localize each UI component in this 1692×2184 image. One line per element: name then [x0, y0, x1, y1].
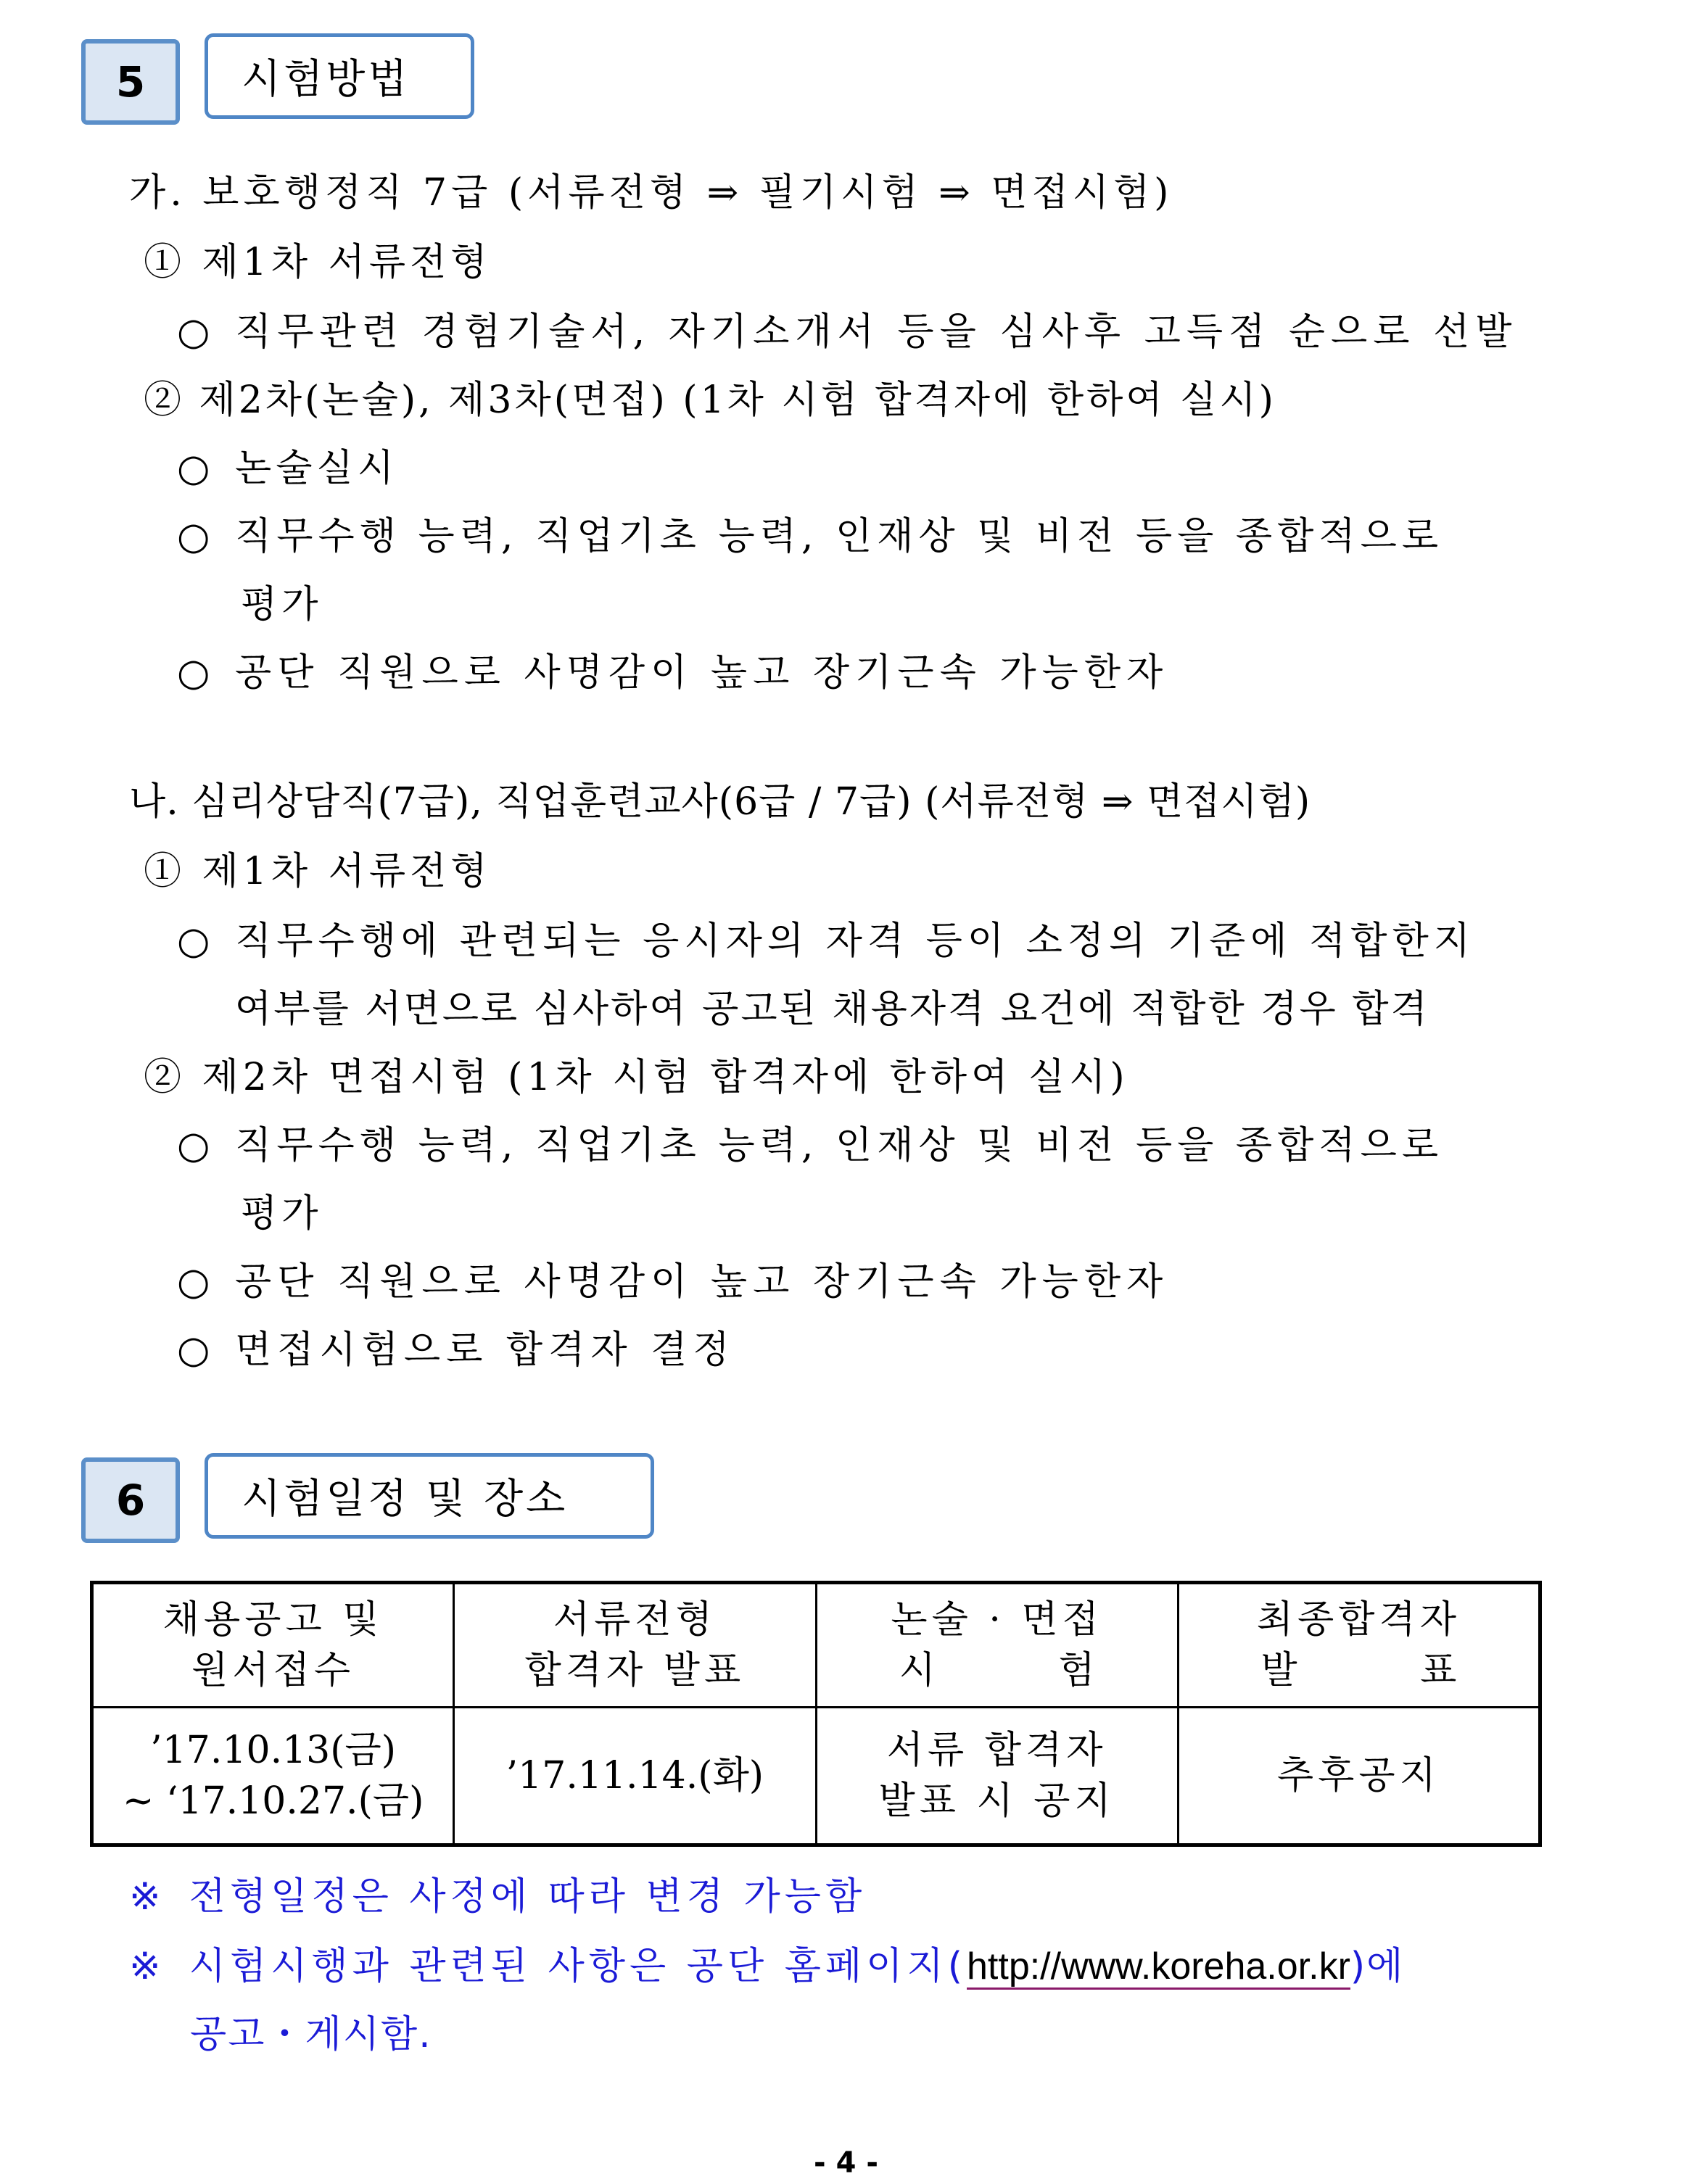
table-cell — [1178, 1708, 1540, 1845]
table-header-cell — [816, 1583, 1178, 1708]
table-header-row — [92, 1583, 1540, 1708]
cell-line: ’17.11.14.(화) — [505, 1754, 764, 1798]
part-b-step2-bullet1-cont: 평가 — [241, 1192, 323, 1236]
bullet-text: 직무수행에 관련되는 응시자의 자격 등이 소정의 기준에 적합한지 — [235, 919, 1475, 963]
bullet-text: 논술실시 — [235, 447, 398, 490]
header-line: 합격자 발표 — [524, 1649, 746, 1692]
reference-mark-icon: ※ — [129, 1875, 162, 1919]
header-line: 서류전형 — [553, 1598, 717, 1642]
part-b-step1: ① 제1차 서류전형 — [144, 850, 492, 893]
section-title-5 — [205, 33, 474, 119]
section-number-6 — [81, 1457, 180, 1543]
header-line: 논술 · 면접 — [891, 1598, 1103, 1642]
bullet-text: 공단 직원으로 사명감이 높고 장기근속 가능한자 — [235, 1260, 1169, 1304]
part-a-step1-bullet1 — [177, 310, 1518, 354]
table-header-cell — [454, 1583, 816, 1708]
cell-line: ’17.10.13(금) — [150, 1729, 397, 1772]
cell-line: ~ ‘17.10.27.(금) — [122, 1779, 424, 1823]
cell-line: 서류 합격자 — [886, 1729, 1107, 1772]
section-title-text: 시험방법 — [242, 56, 410, 103]
section-title-6 — [205, 1453, 654, 1539]
part-b-heading: 나. 심리상담직(7급), 직업훈련교사(6급 / 7급) (서류전형 ⇒ 면접시험) — [129, 780, 1311, 824]
header-char: 표 — [1420, 1649, 1457, 1692]
homepage-link[interactable]: http://www.koreha.or.kr — [967, 1945, 1350, 1990]
bullet-icon: ○ — [177, 919, 215, 963]
table-cell — [454, 1708, 816, 1845]
part-b-step1-bullet1 — [177, 919, 1475, 963]
bullet-icon: ○ — [177, 1124, 215, 1167]
bullet-text: 직무수행 능력, 직업기초 능력, 인재상 및 비전 등을 종합적으로 — [235, 515, 1444, 558]
table-header-cell — [92, 1583, 454, 1708]
header-char: 험 — [1058, 1649, 1095, 1692]
cell-line: 추후공지 — [1276, 1754, 1440, 1798]
header-line: 채용공고 및 — [162, 1598, 384, 1642]
bullet-text: 직무수행 능력, 직업기초 능력, 인재상 및 비전 등을 종합적으로 — [235, 1124, 1444, 1167]
section-number-text: 6 — [115, 1476, 146, 1525]
section-number-text: 5 — [115, 57, 146, 107]
bullet-text: 면접시험으로 합격자 결정 — [235, 1328, 735, 1372]
table-cell — [816, 1708, 1178, 1845]
bullet-icon: ○ — [177, 447, 215, 490]
bullet-icon: ○ — [177, 515, 215, 558]
part-b-step2-bullet2 — [177, 1260, 1168, 1304]
bullet-icon: ○ — [177, 651, 216, 695]
header-char: 시 — [899, 1649, 936, 1692]
note-homepage-cont: 공고・게시함. — [190, 2013, 432, 2056]
bullet-text: 직무관련 경험기술서, 자기소개서 등을 심사후 고득점 순으로 선발 — [235, 310, 1518, 354]
header-line: 원서접수 — [191, 1649, 355, 1692]
page-number: - 4 - — [814, 2146, 878, 2180]
part-a-step2-bullet2-cont: 평가 — [241, 583, 323, 626]
note-homepage — [129, 1945, 1404, 1988]
schedule-table — [90, 1581, 1542, 1847]
header-char: 발 — [1260, 1649, 1297, 1692]
part-a-step2-bullet2 — [177, 515, 1443, 558]
bullet-text: 공단 직원으로 사명감이 높고 장기근속 가능한자 — [235, 651, 1169, 695]
header-line-spread — [899, 1645, 1095, 1696]
reference-mark-icon: ※ — [129, 1945, 162, 1988]
header-line: 최종합격자 — [1256, 1598, 1461, 1642]
part-a-step2-bullet3 — [177, 651, 1168, 695]
section-number-5 — [81, 39, 180, 125]
part-b-step2: ② 제2차 면접시험 (1차 시험 합격자에 한하여 실시) — [144, 1056, 1129, 1099]
note-text: 시험시행과 관련된 사항은 공단 홈페이지( — [189, 1945, 967, 1988]
part-b-step2-bullet3 — [177, 1328, 735, 1372]
cell-line: 발표 시 공지 — [878, 1779, 1115, 1823]
header-line-spread — [1260, 1645, 1456, 1696]
part-a-heading: 가. 보호행정직 7급 (서류전형 ⇒ 필기시험 ⇒ 면접시험) — [129, 171, 1173, 215]
part-a-step2-bullet1 — [177, 447, 398, 490]
bullet-icon: ○ — [177, 310, 216, 354]
part-b-step2-bullet1 — [177, 1124, 1443, 1167]
table-row — [92, 1708, 1540, 1845]
part-a-step1: ① 제1차 서류전형 — [144, 241, 492, 284]
note-text: 전형일정은 사정에 따라 변경 가능함 — [189, 1875, 867, 1919]
table-cell — [92, 1708, 454, 1845]
part-a-step2: ② 제2차(논술), 제3차(면접) (1차 시험 합격자에 한하여 실시) — [144, 379, 1276, 422]
table-header-cell — [1178, 1583, 1540, 1708]
section-title-text: 시험일정 및 장소 — [242, 1476, 569, 1523]
bullet-icon: ○ — [177, 1260, 216, 1304]
note-schedule-change — [129, 1875, 866, 1919]
part-b-step1-bullet1-cont: 여부를 서면으로 심사하여 공고된 채용자격 요건에 적합한 경우 합격 — [235, 988, 1429, 1031]
bullet-icon: ○ — [177, 1328, 216, 1372]
note-text: )에 — [1350, 1945, 1405, 1988]
